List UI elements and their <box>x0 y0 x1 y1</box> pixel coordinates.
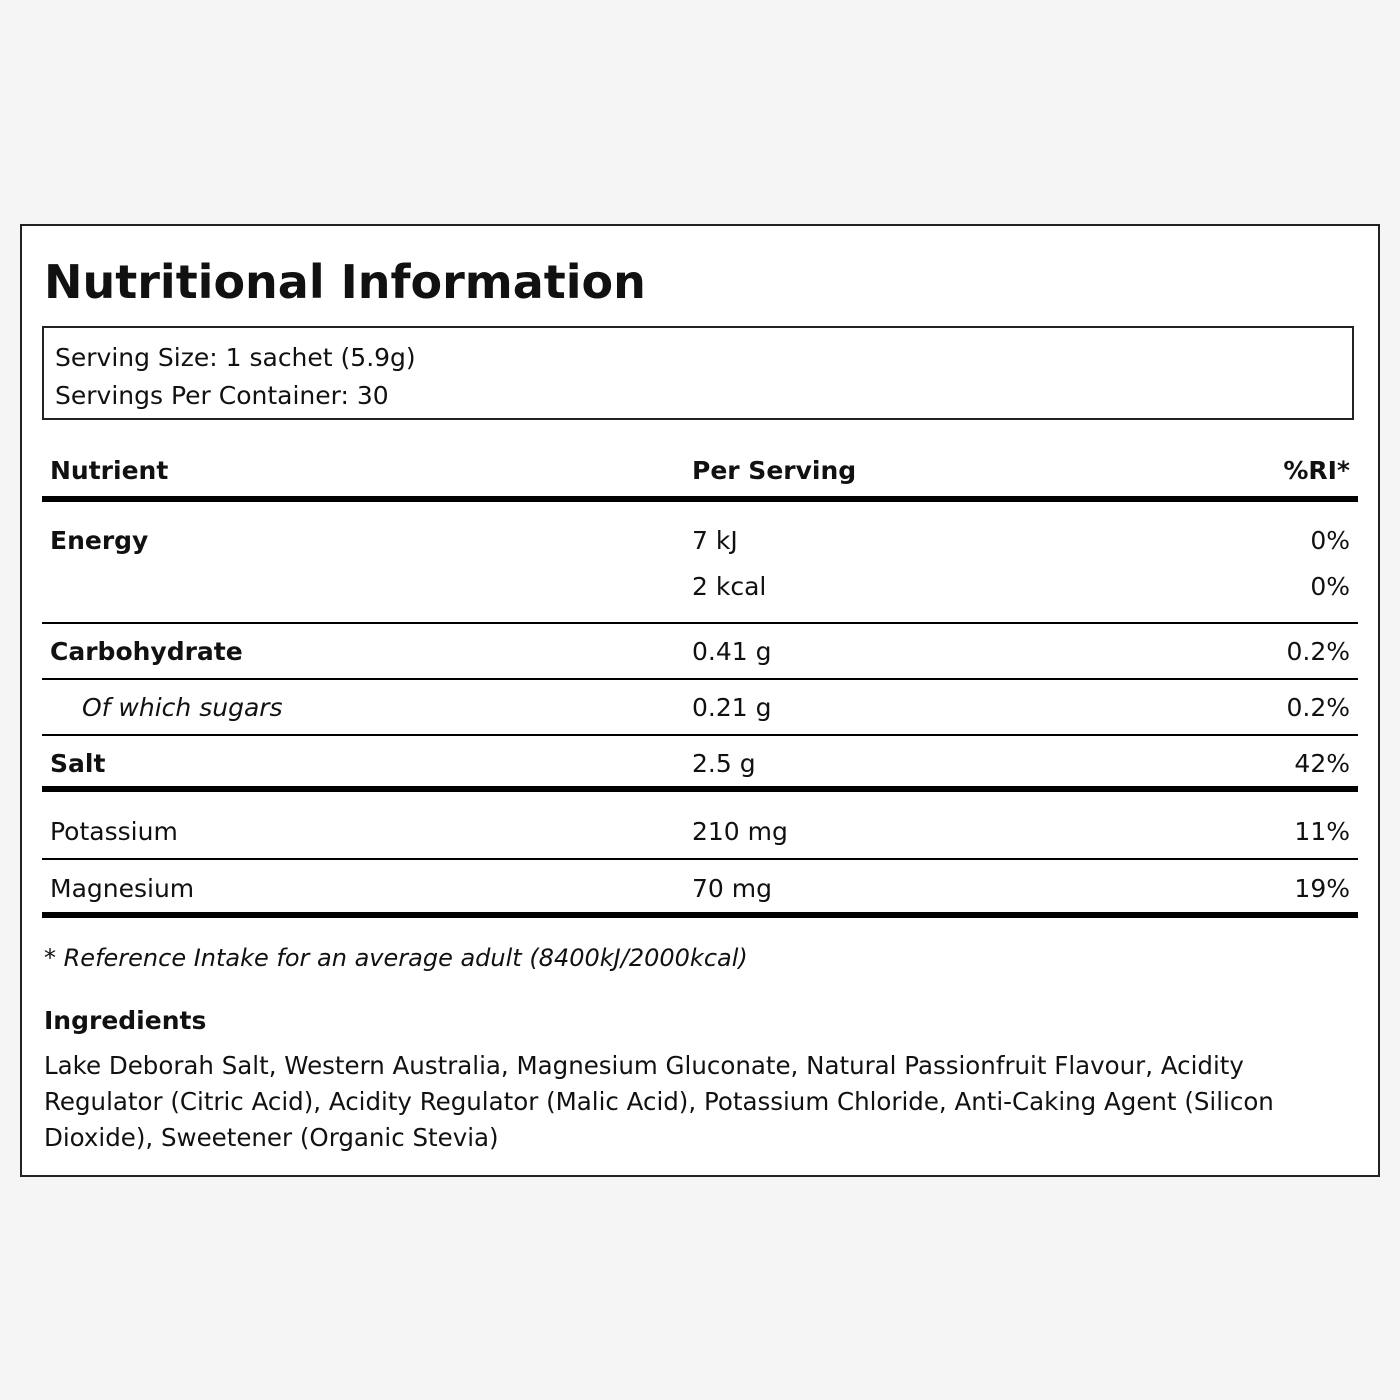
nutrient-value: 2 kcal <box>692 572 767 601</box>
nutrition-table <box>42 446 1358 918</box>
ingredients-list: Lake Deborah Salt, Western Australia, Magnesium Gluconate, Natural Passionfruit Flavour, Acidity Regulator (Citric Acid), Acidity Regulator (Malic Acid), Potassium Chloride, Anti-Caking Agent (Silicon Dioxide), Sweetener (Organic Stevia) <box>44 1051 1274 1152</box>
nutrient-name: Potassium <box>50 817 178 846</box>
nutrient-ri: 42% <box>1294 749 1350 778</box>
nutrient-name: Carbohydrate <box>50 637 243 666</box>
table-header <box>42 446 1358 502</box>
nutrient-value: 2.5 g <box>692 749 756 778</box>
ingredients-heading: Ingredients <box>44 1006 207 1035</box>
nutrient-name: Salt <box>50 749 106 778</box>
table-row <box>42 560 1358 624</box>
table-row <box>42 860 1358 918</box>
table-row <box>42 792 1358 860</box>
nutrient-value: 210 mg <box>692 817 788 846</box>
table-row <box>42 736 1358 792</box>
header-per-serving: Per Serving <box>692 456 857 485</box>
table-row <box>42 624 1358 680</box>
header-nutrient: Nutrient <box>50 456 169 485</box>
nutrition-panel <box>20 224 1380 1177</box>
nutrient-value: 7 kJ <box>692 526 738 555</box>
nutrient-value: 70 mg <box>692 874 772 903</box>
nutrient-ri: 0.2% <box>1286 637 1350 666</box>
nutrient-name: Energy <box>50 526 149 555</box>
nutrient-ri: 11% <box>1294 817 1350 846</box>
servings-per-container: Servings Per Container: 30 <box>55 381 389 410</box>
reference-intake-footnote: * Reference Intake for an average adult (8400kJ/2000kcal) <box>44 944 748 972</box>
serving-size: Serving Size: 1 sachet (5.9g) <box>55 343 416 372</box>
header-ri: %RI* <box>1283 456 1350 485</box>
nutrient-ri: 0% <box>1310 526 1350 555</box>
nutrient-name: Magnesium <box>50 874 195 903</box>
nutrient-value: 0.21 g <box>692 693 772 722</box>
nutrient-name: Of which sugars <box>82 693 283 722</box>
nutrient-ri: 19% <box>1294 874 1350 903</box>
nutrient-ri: 0.2% <box>1286 693 1350 722</box>
page-title: Nutritional Information <box>44 255 646 309</box>
table-row <box>42 680 1358 736</box>
nutrient-value: 0.41 g <box>692 637 772 666</box>
serving-info-box <box>42 326 1354 420</box>
nutrient-ri: 0% <box>1310 572 1350 601</box>
table-row <box>42 502 1358 560</box>
